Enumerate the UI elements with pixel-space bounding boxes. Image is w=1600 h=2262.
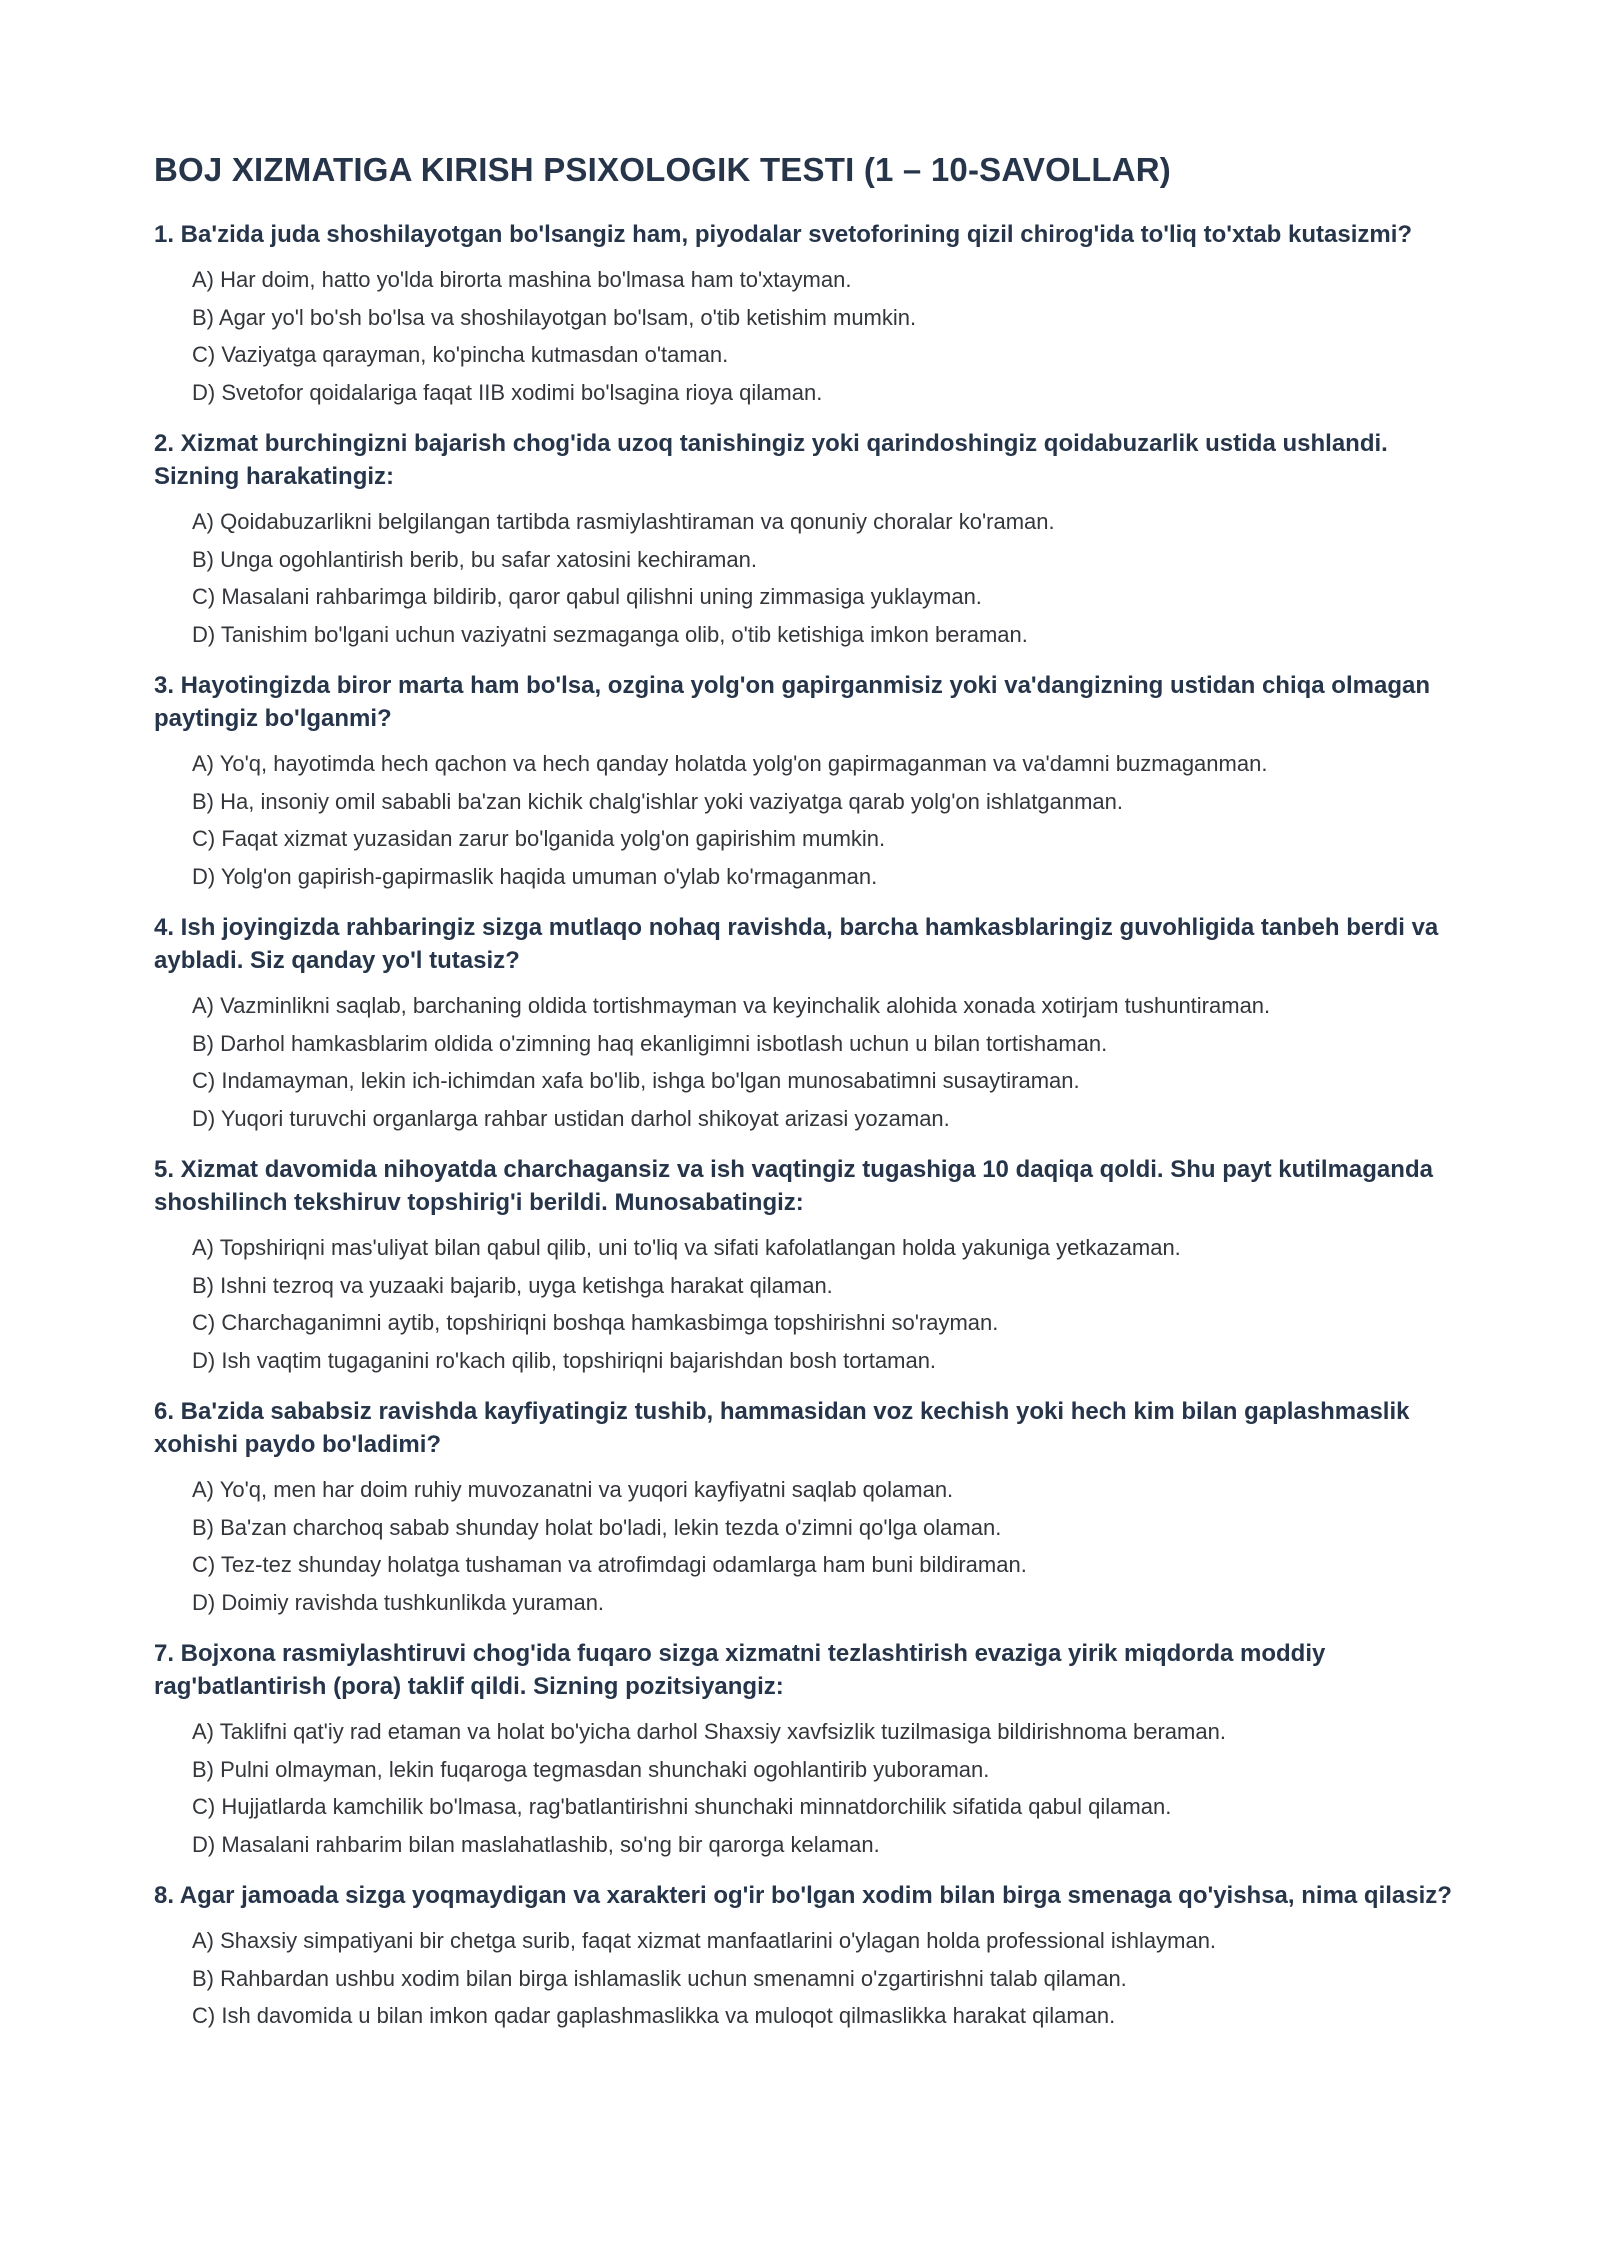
option-a: A) Taklifni qat'iy rad etaman va holat bo'yicha darhol Shaxsiy xavfsizlik tuzilmasiga bildirishnoma beraman.: [192, 1719, 1226, 1744]
option-list: [154, 1922, 1454, 2035]
question-8: [154, 1879, 1454, 2035]
option-c: C) Ish davomida u bilan imkon qadar gaplashmaslikka va muloqot qilmaslikka harakat qilaman.: [192, 2003, 1116, 2028]
option-list: [154, 261, 1454, 411]
option-a: A) Topshiriqni mas'uliyat bilan qabul qilib, uni to'liq va sifati kafolatlangan holda yakuniga yetkazaman.: [192, 1235, 1181, 1260]
question-2: [154, 427, 1454, 653]
option-d: D) Doimiy ravishda tushkunlikda yuraman.: [192, 1589, 605, 1615]
option-list: [154, 987, 1454, 1137]
option-a: A) Har doim, hatto yo'lda birorta mashina bo'lmasa ham to'xtayman.: [192, 267, 852, 292]
page-title: BOJ XIZMATIGA KIRISH PSIXOLOGIK TESTI (1 – 10-SAVOLLAR): [154, 151, 1171, 188]
option-b: B) Ishni tezroq va yuzaaki bajarib, uyga ketishga harakat qilaman.: [192, 1272, 833, 1298]
option-list: [154, 1713, 1454, 1863]
question-text: 2. Xizmat burchingizni bajarish chog'ida uzoq tanishingiz yoki qarindoshingiz qoidabuzarlik ustida ushlandi. Sizning harakatingiz:: [154, 430, 1388, 490]
option-c: C) Hujjatlarda kamchilik bo'lmasa, rag'batlantirishni shunchaki minnatdorchilik sifatida qabul qilaman.: [192, 1794, 1172, 1819]
option-a: A) Shaxsiy simpatiyani bir chetga surib, faqat xizmat manfaatlarini o'ylagan holda professional ishlayman.: [192, 1928, 1217, 1953]
option-d: D) Svetofor qoidalariga faqat IIB xodimi bo'lsagina rioya qilaman.: [192, 379, 823, 405]
option-b: B) Agar yo'l bo'sh bo'lsa va shoshilayotgan bo'lsam, o'tib ketishim mumkin.: [192, 304, 917, 330]
option-c: C) Vaziyatga qarayman, ko'pincha kutmasdan o'taman.: [192, 342, 729, 367]
option-c: C) Masalani rahbarimga bildirib, qaror qabul qilishni uning zimmasiga yuklayman.: [192, 584, 982, 609]
option-a: A) Yo'q, men har doim ruhiy muvozanatni va yuqori kayfiyatni saqlab qolaman.: [192, 1477, 954, 1502]
question-3: [154, 669, 1454, 895]
option-b: B) Ha, insoniy omil sababli ba'zan kichik chalg'ishlar yoki vaziyatga qarab yolg'on ishlatganman.: [192, 788, 1123, 814]
option-d: D) Yolg'on gapirish-gapirmaslik haqida umuman o'ylab ko'rmaganman.: [192, 863, 878, 889]
option-b: B) Unga ogohlantirish berib, bu safar xatosini kechiraman.: [192, 546, 757, 572]
question-text: 1. Ba'zida juda shoshilayotgan bo'lsangiz ham, piyodalar svetoforining qizil chirog'ida to'liq to'xtab kutasizmi?: [154, 221, 1413, 248]
question-6: [154, 1395, 1454, 1621]
option-c: C) Indamayman, lekin ich-ichimdan xafa bo'lib, ishga bo'lgan munosabatimni susaytiraman.: [192, 1068, 1080, 1093]
option-b: B) Darhol hamkasblarim oldida o'zimning haq ekanligimni isbotlash uchun u bilan tortishaman.: [192, 1030, 1108, 1056]
option-d: D) Ish vaqtim tugaganini ro'kach qilib, topshiriqni bajarishdan bosh tortaman.: [192, 1347, 937, 1373]
option-a: A) Qoidabuzarlikni belgilangan tartibda rasmiylashtiraman va qonuniy choralar ko'raman.: [192, 509, 1055, 534]
option-c: C) Charchaganimni aytib, topshiriqni boshqa hamkasbimga topshirishni so'rayman.: [192, 1310, 999, 1335]
option-list: [154, 503, 1454, 653]
question-7: [154, 1637, 1454, 1863]
option-a: A) Vazminlikni saqlab, barchaning oldida tortishmayman va keyinchalik alohida xonada xotirjam tushuntiraman.: [192, 993, 1271, 1018]
question-5: [154, 1153, 1454, 1379]
question-text: 4. Ish joyingizda rahbaringiz sizga mutlaqo nohaq ravishda, barcha hamkasblaringiz guvohligida tanbeh berdi va aybladi. Siz qanday yo'l tutasiz?: [154, 914, 1439, 974]
option-c: C) Tez-tez shunday holatga tushaman va atrofimdagi odamlarga ham buni bildiraman.: [192, 1552, 1027, 1577]
question-text: 6. Ba'zida sababsiz ravishda kayfiyatingiz tushib, hammasidan voz kechish yoki hech kim bilan gaplashmaslik xohishi paydo bo'ladimi?: [154, 1398, 1410, 1458]
option-d: D) Yuqori turuvchi organlarga rahbar ustidan darhol shikoyat arizasi yozaman.: [192, 1105, 950, 1131]
question-text: 5. Xizmat davomida nihoyatda charchagansiz va ish vaqtingiz tugashiga 10 daqiqa qoldi. Shu payt kutilmaganda shoshilinch tekshiruv topshirig'i berildi. Munosabatingiz:: [154, 1156, 1433, 1216]
option-list: [154, 1471, 1454, 1621]
option-d: D) Masalani rahbarim bilan maslahatlashib, so'ng bir qarorga kelaman.: [192, 1831, 880, 1857]
question-text: 8. Agar jamoada sizga yoqmaydigan va xarakteri og'ir bo'lgan xodim bilan birga smenaga qo'yishsa, nima qilasiz?: [154, 1882, 1452, 1909]
option-list: [154, 1229, 1454, 1379]
option-d: D) Tanishim bo'lgani uchun vaziyatni sezmaganga olib, o'tib ketishiga imkon beraman.: [192, 621, 1028, 647]
option-b: B) Ba'zan charchoq sabab shunday holat bo'ladi, lekin tezda o'zimni qo'lga olaman.: [192, 1514, 1002, 1540]
option-b: B) Rahbardan ushbu xodim bilan birga ishlamaslik uchun smenamni o'zgartirishni talab qilaman.: [192, 1965, 1127, 1991]
option-list: [154, 745, 1454, 895]
option-c: C) Faqat xizmat yuzasidan zarur bo'lganida yolg'on gapirishim mumkin.: [192, 826, 886, 851]
question-text: 7. Bojxona rasmiylashtiruvi chog'ida fuqaro sizga xizmatni tezlashtirish evaziga yirik miqdorda moddiy rag'batlantirish (pora) taklif qildi. Sizning pozitsiyangiz:: [154, 1640, 1326, 1700]
option-b: B) Pulni olmayman, lekin fuqaroga tegmasdan shunchaki ogohlantirib yuboraman.: [192, 1756, 990, 1782]
question-1: [154, 218, 1454, 411]
document-page: [154, 150, 1454, 2051]
question-4: [154, 911, 1454, 1137]
option-a: A) Yo'q, hayotimda hech qachon va hech qanday holatda yolg'on gapirmaganman va va'damni buzmaganman.: [192, 751, 1268, 776]
question-text: 3. Hayotingizda biror marta ham bo'lsa, ozgina yolg'on gapirganmisiz yoki va'dangizning ustidan chiqa olmagan paytingiz bo'lganmi?: [154, 672, 1430, 732]
